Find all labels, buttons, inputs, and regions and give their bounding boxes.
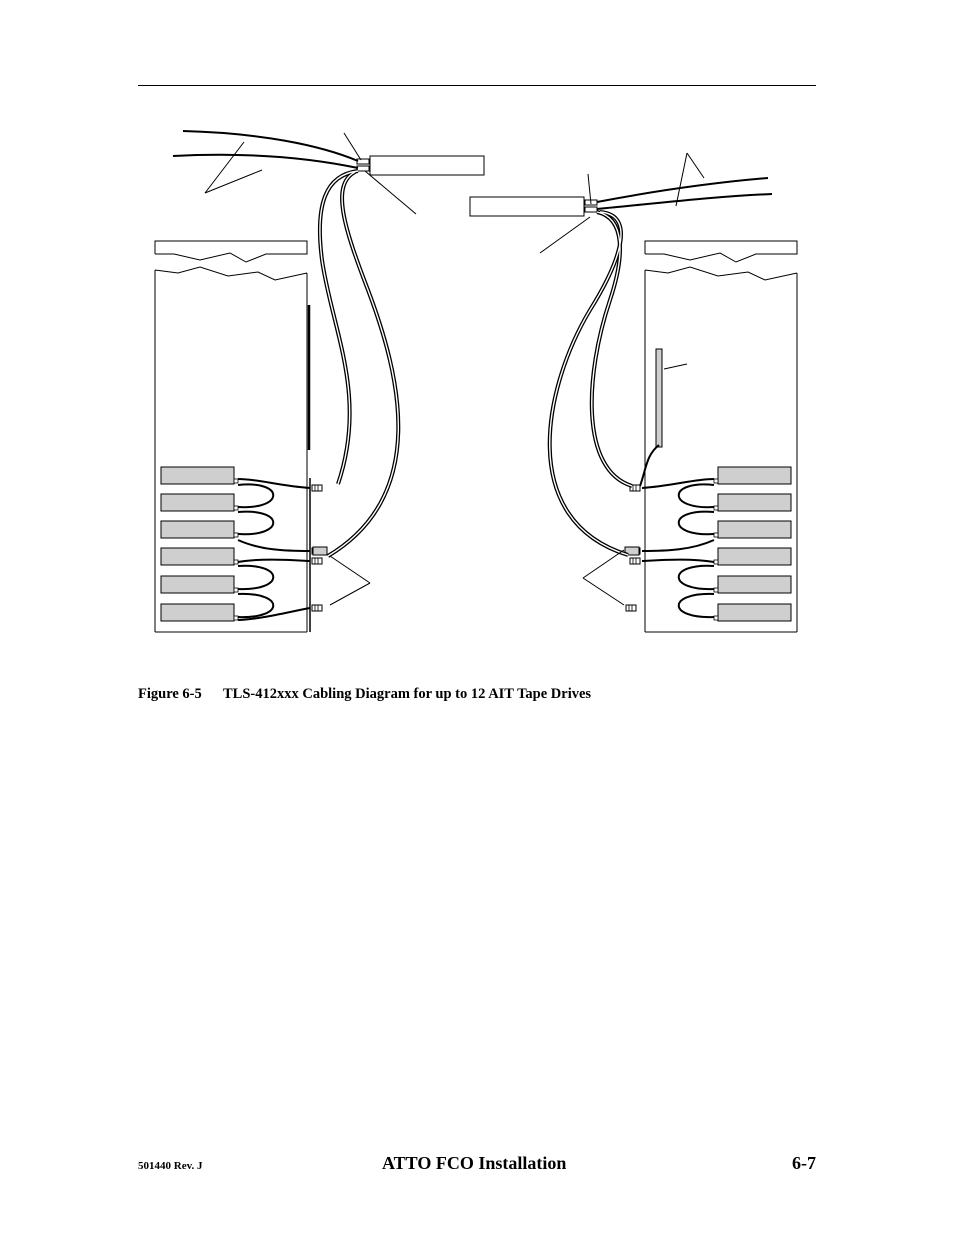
left-tape-drives: [161, 467, 238, 621]
right-host-cables: [597, 178, 772, 209]
right-tape-drives: [714, 467, 791, 621]
footer-doc-number: 501440 Rev. J: [138, 1160, 203, 1172]
left-host-cables: [173, 131, 358, 168]
right-terminators: [625, 485, 640, 611]
figure-number: Figure 6-5: [138, 686, 202, 702]
figure-caption: [138, 686, 591, 703]
footer-page-number: 6-7: [792, 1153, 816, 1173]
left-library: [155, 241, 310, 632]
right-library: [645, 241, 797, 632]
left-bridge-cables: [320, 171, 398, 556]
left-bridge-box: [370, 156, 484, 175]
left-bridge-ports: [357, 159, 369, 171]
left-bridge-cable-cores: [320, 171, 398, 556]
left-terminators: [312, 485, 327, 611]
right-callout-leaders: [540, 153, 704, 605]
left-drive-cables: [238, 479, 310, 620]
footer-section-title: ATTO FCO Installation: [382, 1153, 567, 1173]
right-bus-board: [656, 349, 662, 447]
right-bridge-box: [470, 197, 584, 216]
figure-title: TLS-412xxx Cabling Diagram for up to 12 AIT Tape Drives: [223, 686, 592, 702]
right-drive-cables: [640, 445, 714, 617]
